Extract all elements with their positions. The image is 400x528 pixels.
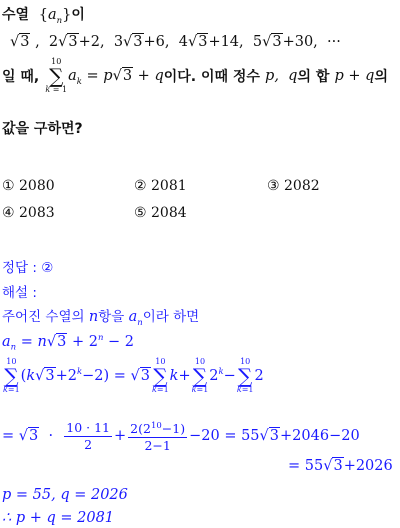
sum-evaluation: = √3 · $\frac{10 \cdot 11}{2}$ + $\frac{2(2^{10}-1)}{2-1}$ −20 = 55√3+2046−20: [2, 419, 360, 454]
problem-text: 이: [71, 7, 85, 23]
choice-3[interactable]: ③ 2082: [267, 178, 320, 194]
problem-text: 수열: [2, 7, 30, 23]
choice-2[interactable]: ② 2081: [134, 178, 187, 194]
ellipsis: ···: [327, 34, 341, 50]
answer-line: [2, 256, 53, 276]
answer-label: 정답 :: [2, 260, 37, 276]
sum-expression: 10 ∑ k = 1 $a_k = p√3 + q$: [45, 57, 164, 94]
an-formula: $a_n = n√3 + 2^n - 2$: [2, 333, 135, 353]
problem-line-4: 값을 구하면?: [2, 121, 83, 137]
sequence-terms: √3 , 2√3+2, 3√3+6, 4√3+14, 5√3+30, ···: [10, 34, 341, 50]
pq-values: p = 55, q = 2026: [2, 487, 128, 503]
problem-text: 의: [374, 69, 388, 85]
problem-text: 의 합: [297, 69, 330, 85]
choice-4[interactable]: ④ 2083: [2, 205, 55, 221]
explanation-intro: 주어진 수열의 n항을 $a_n$이라 하면: [2, 309, 200, 328]
pq-sum: ∴ p + q = 2081: [2, 510, 115, 526]
answer-mark: ②: [41, 260, 54, 276]
problem-line-1: [2, 4, 85, 26]
sum-split: 10 ∑ k=1 $(k√3+2^k-2) = √3$ 10 ∑ k=1 k+ 10 ∑ k=1 $2^k-$ 10 ∑ k=1 2: [3, 357, 264, 394]
sum-result: = 55√3+2026: [288, 458, 393, 474]
explanation-label: 해설 :: [2, 285, 37, 301]
problem-line-3: 일 때, 10 ∑ k = 1 $a_k = p√3 + q$이다. 이때 정수 p, q의 합 p + q의: [2, 57, 388, 94]
problem-text: 이다. 이때 정수: [163, 69, 260, 85]
sequence-notation: $\{a_n\}$: [34, 7, 72, 26]
choice-1[interactable]: ① 2080: [2, 178, 55, 194]
problem-text: 일 때,: [2, 69, 40, 85]
choice-5[interactable]: ⑤ 2084: [134, 205, 187, 221]
